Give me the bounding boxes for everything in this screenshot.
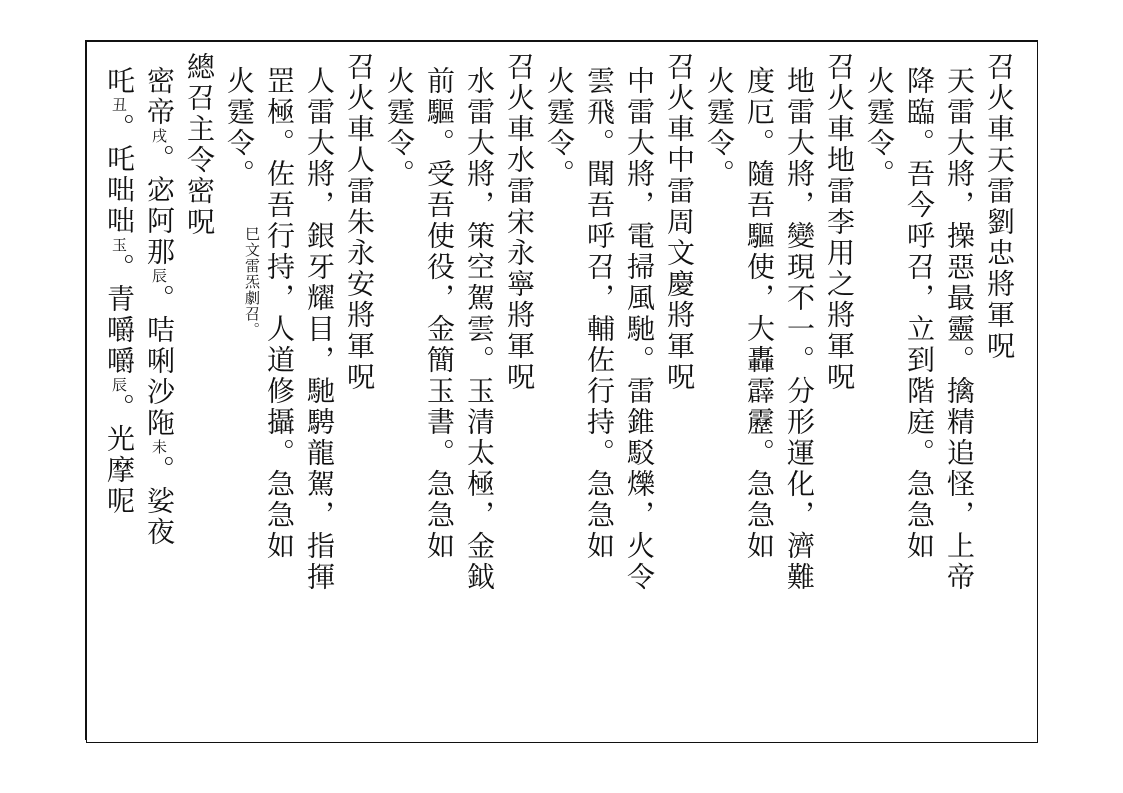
verse-line: 火霆令。 [383, 66, 416, 190]
mantra-line-2: 吒丑。吒咄咄玉。青嚼嚼辰。光摩呢 [103, 66, 136, 517]
title-human-thunder: 召火車人雷朱永安將軍呪 [343, 52, 376, 393]
verse-line: 火霆令。 [223, 66, 256, 190]
mantra-line-1: 密帝戌。宓阿那辰。咭唎沙陁未。娑夜 [143, 66, 176, 548]
title-earth-thunder: 召火車地雷李用之將軍呪 [823, 52, 856, 393]
verse-line: 火霆令。 [703, 66, 736, 190]
verse-line: 火霆令。 [543, 66, 576, 190]
verse-line: 人雷大將，銀牙耀目，馳騁龍駕，指揮 [303, 66, 336, 593]
verse-line: 雲飛。聞吾呼召，輔佐行持。急急如 [583, 66, 616, 562]
verse-line: 天雷大將，操惡最靈。擒精追怪，上帝 [943, 66, 976, 593]
verse-line: 中雷大將，電掃風馳。雷錐駁爍，火令 [623, 66, 656, 593]
verse-line: 罡極。佐吾行持，人道修攝。急急如 [263, 66, 296, 562]
verse-line: 度厄。隨吾驅使，大轟霹靂。急急如 [743, 66, 776, 562]
annotation-note: 巳文雷炁劇召。 [243, 226, 261, 338]
title-water-thunder: 召火車水雷宋永寧將軍呪 [503, 52, 536, 393]
verse-line: 地雷大將，變現不一。分形運化，濟難 [783, 66, 816, 593]
title-middle-thunder: 召火車中雷周文慶將軍呪 [663, 52, 696, 393]
verse-line: 火霆令。 [863, 66, 896, 190]
title-heaven-thunder: 召火車天雷劉忠將軍呪 [983, 52, 1016, 362]
verse-line: 水雷大將，策空駕雲。玉清太極，金鉞 [463, 66, 496, 593]
title-master-command: 總召主令密呪 [183, 52, 216, 238]
verse-line: 降臨。吾今呼召，立到階庭。急急如 [903, 66, 936, 562]
verse-line: 前驅。受吾使役，金簡玉書。急急如 [423, 66, 456, 562]
